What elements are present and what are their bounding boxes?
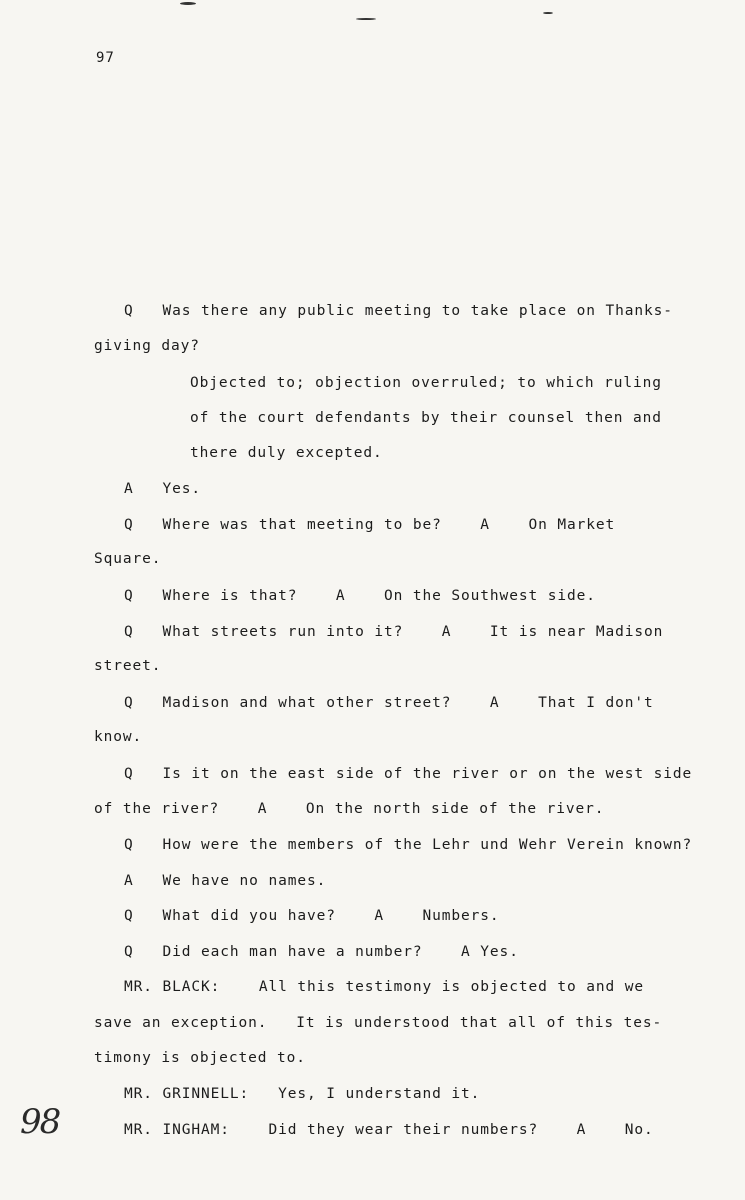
text-line: Q What did you have? A Numbers. — [124, 908, 500, 924]
text-line: Q Where was that meeting to be? A On Market — [124, 517, 616, 533]
text-line: of the court defendants by their counsel then and — [190, 410, 662, 426]
text-line: street. — [94, 658, 162, 674]
text-line: A Yes. — [124, 481, 202, 497]
text-line: of the river? A On the north side of the river. — [94, 801, 605, 817]
text-line: Q Is it on the east side of the river or on the west side — [124, 766, 693, 782]
handwritten-page-note: 98 — [20, 1102, 60, 1142]
text-line: MR. BLACK: All this testimony is objected to and we — [124, 979, 645, 995]
text-line: timony is objected to. — [94, 1050, 306, 1066]
text-line: Square. — [94, 551, 162, 567]
text-line: Objected to; objection overruled; to which ruling — [190, 375, 662, 391]
text-line: giving day? — [94, 338, 200, 354]
text-line: Q How were the members of the Lehr und Wehr Verein known? — [124, 837, 693, 853]
text-line: MR. INGHAM: Did they wear their numbers? A No. — [124, 1122, 654, 1138]
text-line: Q Did each man have a number? A Yes. — [124, 944, 519, 960]
scan-mark — [180, 2, 196, 5]
scan-mark — [356, 18, 376, 20]
text-line: know. — [94, 729, 143, 745]
text-line: Q Was there any public meeting to take place on Thanks- — [124, 303, 673, 319]
text-line: MR. GRINNELL: Yes, I understand it. — [124, 1086, 481, 1102]
text-line: A We have no names. — [124, 873, 327, 889]
page-number: 97 — [96, 50, 115, 66]
text-line: there duly excepted. — [190, 445, 383, 461]
text-line: Q Madison and what other street? A That I don't — [124, 695, 654, 711]
scan-mark — [543, 12, 553, 14]
text-line: save an exception. It is understood that all of this tes- — [94, 1015, 663, 1031]
text-line: Q Where is that? A On the Southwest side. — [124, 588, 596, 604]
text-line: Q What streets run into it? A It is near Madison — [124, 624, 664, 640]
